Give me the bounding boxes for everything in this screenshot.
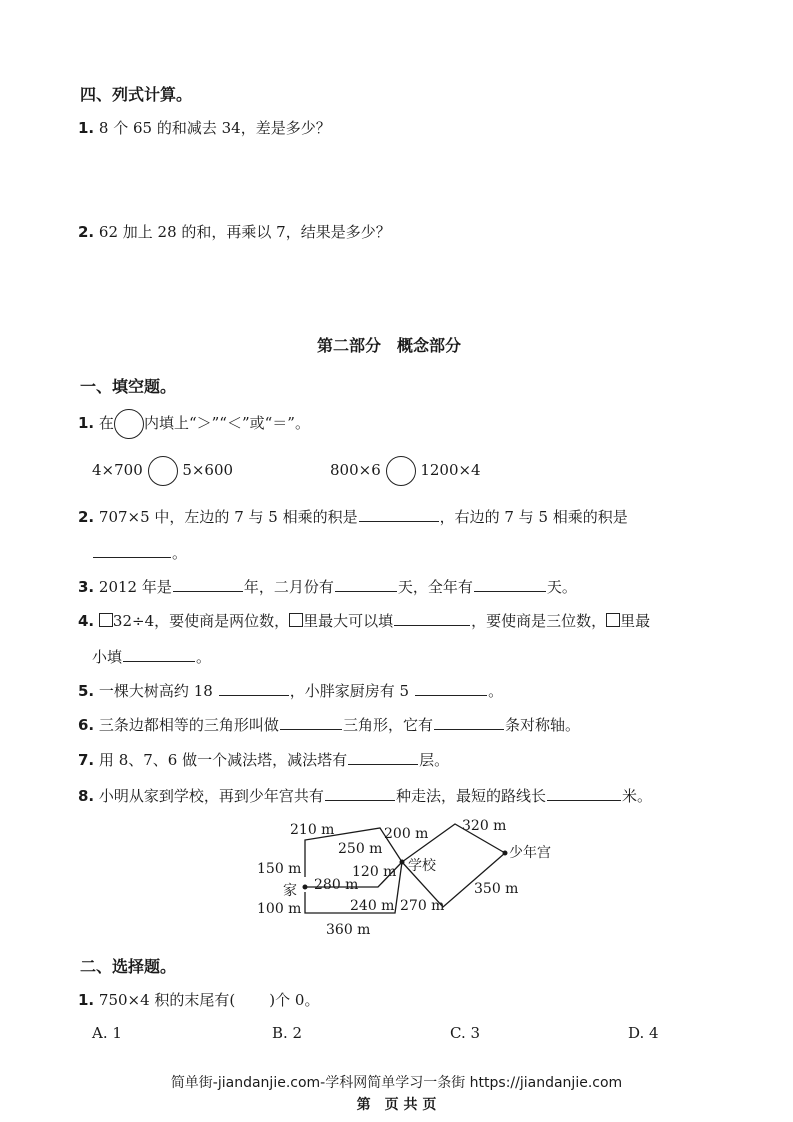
label-240: 240 m [350,898,395,914]
option-a[interactable]: A. 1 [92,1024,122,1042]
answer-blank[interactable] [325,786,395,801]
question-text: 条对称轴。 [504,716,580,734]
answer-blank[interactable] [335,577,397,592]
question-text: 小明从家到学校，再到少年宫共有 [98,787,324,805]
question-text: 天。 [546,578,577,596]
question-text: 750×4 积的末尾有( [98,991,236,1009]
question-text: 一棵大树高约 18 [98,682,213,700]
question-number: 1. [78,991,95,1009]
question-number: 8. [78,787,95,805]
label-150: 150 m [257,861,302,877]
answer-blank[interactable] [173,577,243,592]
question-text: 三角形，它有 [342,716,433,734]
question-text: 天，全年有 [397,578,473,596]
question-number: 1. [78,414,95,432]
question-text: 小填 [92,648,123,666]
section4-title: 四、列式计算。 [80,85,193,104]
question-text: 用 8、7、6 做一个减法塔，减法塔有 [98,751,348,769]
question-text: 在 [98,414,114,432]
expr-left: 800×6 [330,461,381,479]
question-text: 内填上“＞”“＜”或“＝”。 [143,414,310,432]
question-text: )个 0。 [269,991,320,1009]
choice-question-1 [78,989,319,1010]
digit-box [99,613,113,627]
question-text: 。 [172,544,188,562]
question-number: 6. [78,716,95,734]
option-d[interactable]: D. 4 [628,1024,659,1042]
fill-question-7 [78,749,449,770]
question-text: 。 [196,648,212,666]
fill-question-4 [78,610,650,631]
question-text: 三条边都相等的三角形叫做 [98,716,279,734]
answer-circle[interactable] [386,456,416,486]
answer-blank[interactable] [415,681,487,696]
label-200: 200 m [384,826,429,842]
route-diagram [250,812,570,942]
answer-blank[interactable] [434,715,504,730]
label-360: 360 m [326,922,371,938]
question-text: 707×5 中，左边的 7 与 5 相乘的积是 [98,508,358,526]
question-text: 32÷4，要使商是两位数， [112,612,290,630]
answer-blank[interactable] [547,786,621,801]
question-text: ，小胖家厨房有 5 [289,682,410,700]
calc-question-1 [78,117,331,138]
question-text: 种走法，最短的路线长 [395,787,546,805]
calc-question-2 [78,221,391,242]
label-palace: 少年宫 [509,845,551,861]
fill-question-3 [78,576,577,597]
label-210: 210 m [290,822,335,838]
label-270: 270 m [400,898,445,914]
fill-question-4-cont [92,646,211,667]
label-320: 320 m [462,818,507,834]
question-text: 里最大可以填 [303,612,394,630]
fill-question-6 [78,714,580,735]
footer-watermark: 简单街-jiandanjie.com-学科网简单学习一条街 https://jiandanjie.com [170,1075,623,1091]
page-number: 第 页 共 页 [356,1097,437,1113]
fill-section-title: 一、填空题。 [80,377,177,396]
question-text: 里最 [620,612,651,630]
expr-right: 5×600 [182,461,234,479]
label-home: 家 [283,883,297,899]
question-number: 2. [78,508,95,526]
answer-blank[interactable] [93,543,171,558]
fill-question-2-cont [92,542,187,563]
answer-blank[interactable] [359,507,439,522]
answer-blank[interactable] [123,647,195,662]
fill-question-2 [78,506,628,527]
compare-expr-2 [330,456,481,486]
question-text: 8 个 65 的和减去 34，差是多少？ [98,119,331,137]
question-text: 。 [488,682,504,700]
option-b[interactable]: B. 2 [272,1024,303,1042]
fill-question-1 [78,409,310,439]
question-number: 4. [78,612,95,630]
label-school: 学校 [408,858,436,874]
question-number: 5. [78,682,95,700]
fill-question-8 [78,785,652,806]
option-c[interactable]: C. 3 [450,1024,481,1042]
label-100: 100 m [257,901,302,917]
palace-point [503,851,508,856]
question-text: 2012 年是 [98,578,172,596]
answer-blank[interactable] [348,750,418,765]
school-point [400,860,405,865]
question-text: 62 加上 28 的和，再乘以 7，结果是多少？ [98,223,391,241]
question-text: ，要使商是三位数， [471,612,607,630]
label-120: 120 m [352,864,397,880]
digit-box [289,613,303,627]
home-point [303,885,308,890]
answer-blank[interactable] [219,681,289,696]
answer-blank[interactable] [280,715,342,730]
question-text: 层。 [419,751,450,769]
question-number: 1. [78,119,95,137]
question-text: 年，二月份有 [243,578,334,596]
choice-section-title: 二、选择题。 [80,957,177,976]
digit-box [606,613,620,627]
fill-question-5 [78,680,503,701]
expr-right: 1200×4 [420,461,481,479]
question-number: 7. [78,751,95,769]
label-350: 350 m [474,881,519,897]
label-280: 280 m [314,877,359,893]
expr-left: 4×700 [92,461,143,479]
question-number: 3. [78,578,95,596]
label-250: 250 m [338,841,383,857]
answer-blank[interactable] [394,611,470,626]
question-number: 2. [78,223,95,241]
answer-circle[interactable] [114,409,144,439]
compare-expr-1 [92,456,233,486]
question-text: ，右边的 7 与 5 相乘的积是 [439,508,628,526]
question-text: 米。 [621,787,652,805]
answer-circle[interactable] [148,456,178,486]
part2-title: 第二部分 概念部分 [317,336,462,355]
answer-blank[interactable] [474,577,546,592]
